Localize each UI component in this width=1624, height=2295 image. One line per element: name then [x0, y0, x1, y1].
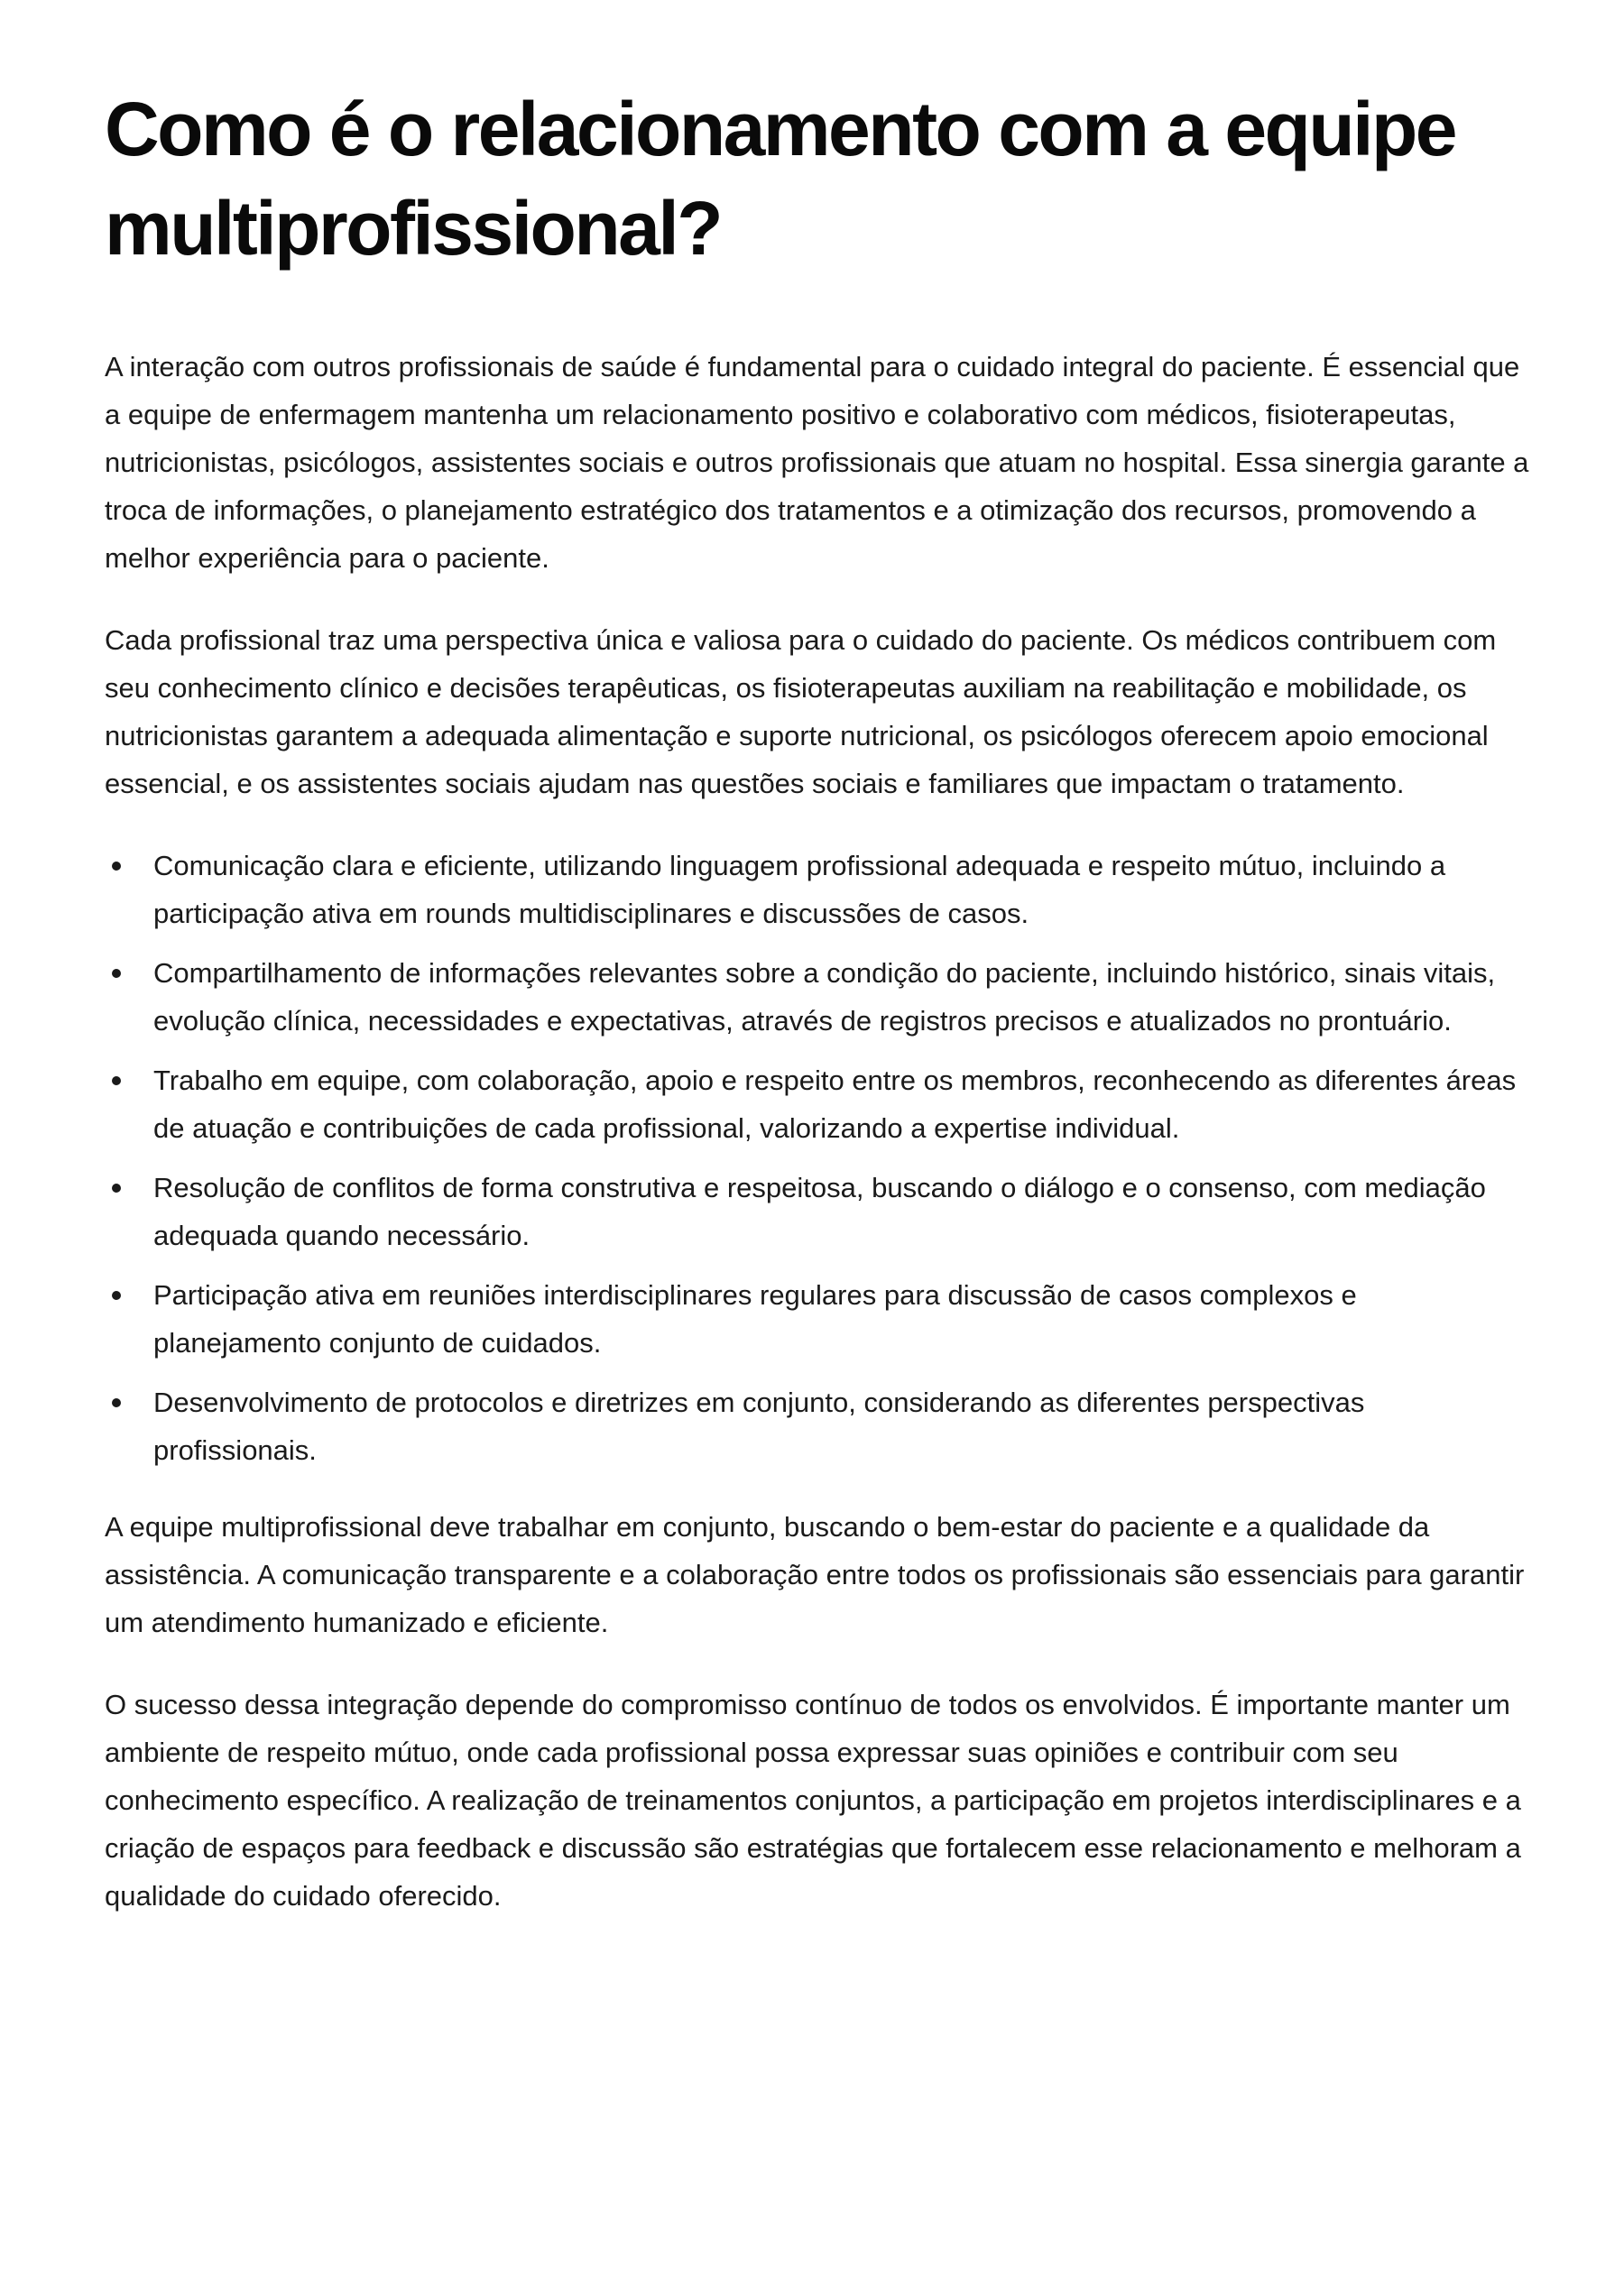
- outro-paragraph-1: A equipe multiprofissional deve trabalhar em conjunto, buscando o bem-estar do paciente e a qualidade da assistência. A comunicação transparente e a colaboração entre todos os profissionais são essenciais para garantir um atendimento humanizado e eficiente.: [105, 1511, 1525, 1638]
- bullet-dot-icon: [112, 1184, 121, 1193]
- list-item: [105, 842, 1530, 937]
- list-item: [105, 1056, 1530, 1152]
- list-item-text: Desenvolvimento de protocolos e diretrizes em conjunto, considerando as diferentes perspectivas profissionais.: [153, 1387, 1365, 1466]
- bullet-dot-icon: [112, 1398, 121, 1407]
- list-item-text: Participação ativa em reuniões interdisciplinares regulares para discussão de casos complexos e planejamento conjunto de cuidados.: [153, 1279, 1357, 1359]
- list-item-text: Resolução de conflitos de forma construtiva e respeitosa, buscando o diálogo e o consenso, com mediação adequada quando necessário.: [153, 1172, 1486, 1251]
- outro-paragraph-2: O sucesso dessa integração depende do compromisso contínuo de todos os envolvidos. É importante manter um ambiente de respeito mútuo, onde cada profissional possa expressar suas opiniões e contribuir com seu conhecimento específico. A realização de treinamentos conjuntos, a participação em projetos interdisciplinares e a criação de espaços para feedback e discussão são estratégias que fortalecem esse relacionamento e melhoram a qualidade do cuidado oferecido.: [105, 1689, 1521, 1912]
- bullet-dot-icon: [112, 862, 121, 871]
- bullet-dot-icon: [112, 969, 121, 978]
- bullet-dot-icon: [112, 1291, 121, 1300]
- list-item: [105, 1378, 1530, 1474]
- list-item: [105, 1271, 1530, 1367]
- list-item: [105, 949, 1530, 1045]
- bullet-dot-icon: [112, 1076, 121, 1085]
- list-item-text: Trabalho em equipe, com colaboração, apoio e respeito entre os membros, reconhecendo as diferentes áreas de atuação e contribuições de cada profissional, valorizando a expertise individual.: [153, 1065, 1517, 1144]
- list-item-text: Compartilhamento de informações relevantes sobre a condição do paciente, incluindo histórico, sinais vitais, evolução clínica, necessidades e expectativas, através de registros precisos e atualizados no prontuário.: [153, 957, 1496, 1037]
- intro-paragraph-1: A interação com outros profissionais de saúde é fundamental para o cuidado integral do paciente. É essencial que a equipe de enfermagem mantenha um relacionamento positivo e colaborativo com médicos, fisioterapeutas, nutricionistas, psicólogos, assistentes sociais e outros profissionais que atuam no hospital. Essa sinergia garante a troca de informações, o planejamento estratégico dos tratamentos e a otimização dos recursos, promovendo a melhor experiência para o paciente.: [105, 351, 1529, 574]
- list-item-text: Comunicação clara e eficiente, utilizando linguagem profissional adequada e respeito mútuo, incluindo a participação ativa em rounds multidisciplinares e discussões de casos.: [153, 850, 1446, 929]
- page-title: Como é o relacionamento com a equipe multiprofissional?: [105, 87, 1456, 271]
- document-page: [105, 79, 1530, 1954]
- bullet-list: [105, 842, 1530, 1474]
- list-item: [105, 1164, 1530, 1259]
- intro-paragraph-2: Cada profissional traz uma perspectiva única e valiosa para o cuidado do paciente. Os médicos contribuem com seu conhecimento clínico e decisões terapêuticas, os fisioterapeutas auxiliam na reabilitação e mobilidade, os nutricionistas garantem a adequada alimentação e suporte nutricional, os psicólogos oferecem apoio emocional essencial, e os assistentes sociais ajudam nas questões sociais e familiares que impactam o tratamento.: [105, 624, 1497, 799]
- document-body: [105, 343, 1530, 1920]
